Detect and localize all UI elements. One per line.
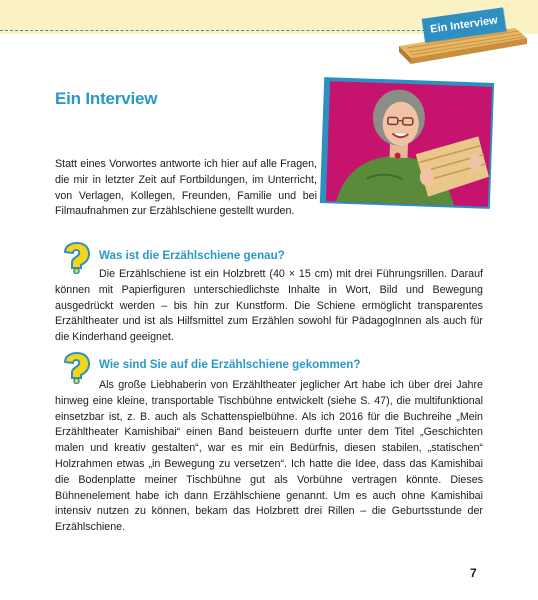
answer-paragraph-1: Die Erzählschiene ist ein Holzbrett (40 × 15 cm) mit drei Führungsrillen. Darauf können mit Papierfiguren unterschiedlichste Inhalte in Wort, Bild und Bewegung ausgedrückt werden – bis hin zur Kunstform. Die Schiene ermöglicht transparentes Erzähltheater und ist als Hilfsmittel zum Erzählen sowohl für PädagogInnen als auch für die Kinderhand geeignet. <box>55 268 483 344</box>
author-photo <box>326 81 492 207</box>
question-heading-1: Was ist die Erzählschiene genau? <box>99 249 285 262</box>
chapter-tab-label: Ein Interview <box>422 7 507 42</box>
answer-paragraph-2: Als große Liebhaberin von Erzähltheater jeglicher Art habe ich über drei Jahre hinweg eine kleine, transportable Tischbühne entwickelt (siehe S. 47), die multifunktional einsetzbar ist, z. B. auch als Schattenspielbühne. Als ich 2016 für die Buchreihe „Mein Erzähltheater Kamishibai“ einen Band beisteuern durfte unter dem Titel „Geschichten malen und kreativ gestalten“, war es mir ein Bedürfnis, diesen stabilen, „statischen“ Holzrahmen etwas „in Bewegung zu versetzen“. Ich hatte die Idee, dass das Kamishibai die Bodenplatte meiner Tischbühne gut als Vorbühne vertragen könnte. Dieses Bühnenelement habe ich dann Erzählschiene genannt. Um es auch ohne Kamishibai intensiv nutzen zu können, bekam das Holzbrett drei Rillen – die Geburtsstunde der Erzählschiene. <box>55 379 483 534</box>
section-title: Ein Interview <box>55 89 158 108</box>
question-heading-2: Wie sind Sie auf die Erzählschiene gekommen? <box>99 358 361 371</box>
intro-paragraph: Statt eines Vorwortes antworte ich hier auf alle Fragen, die mir in letzter Zeit auf Fortbildungen, im Unterricht, von Verlagen, Kollegen, Freunden, Familie und bei Filmaufnahmen zur Erzählschiene gestellt wurden. <box>55 158 317 218</box>
header-dashed-line <box>0 30 430 31</box>
page-number: 7 <box>470 566 477 580</box>
